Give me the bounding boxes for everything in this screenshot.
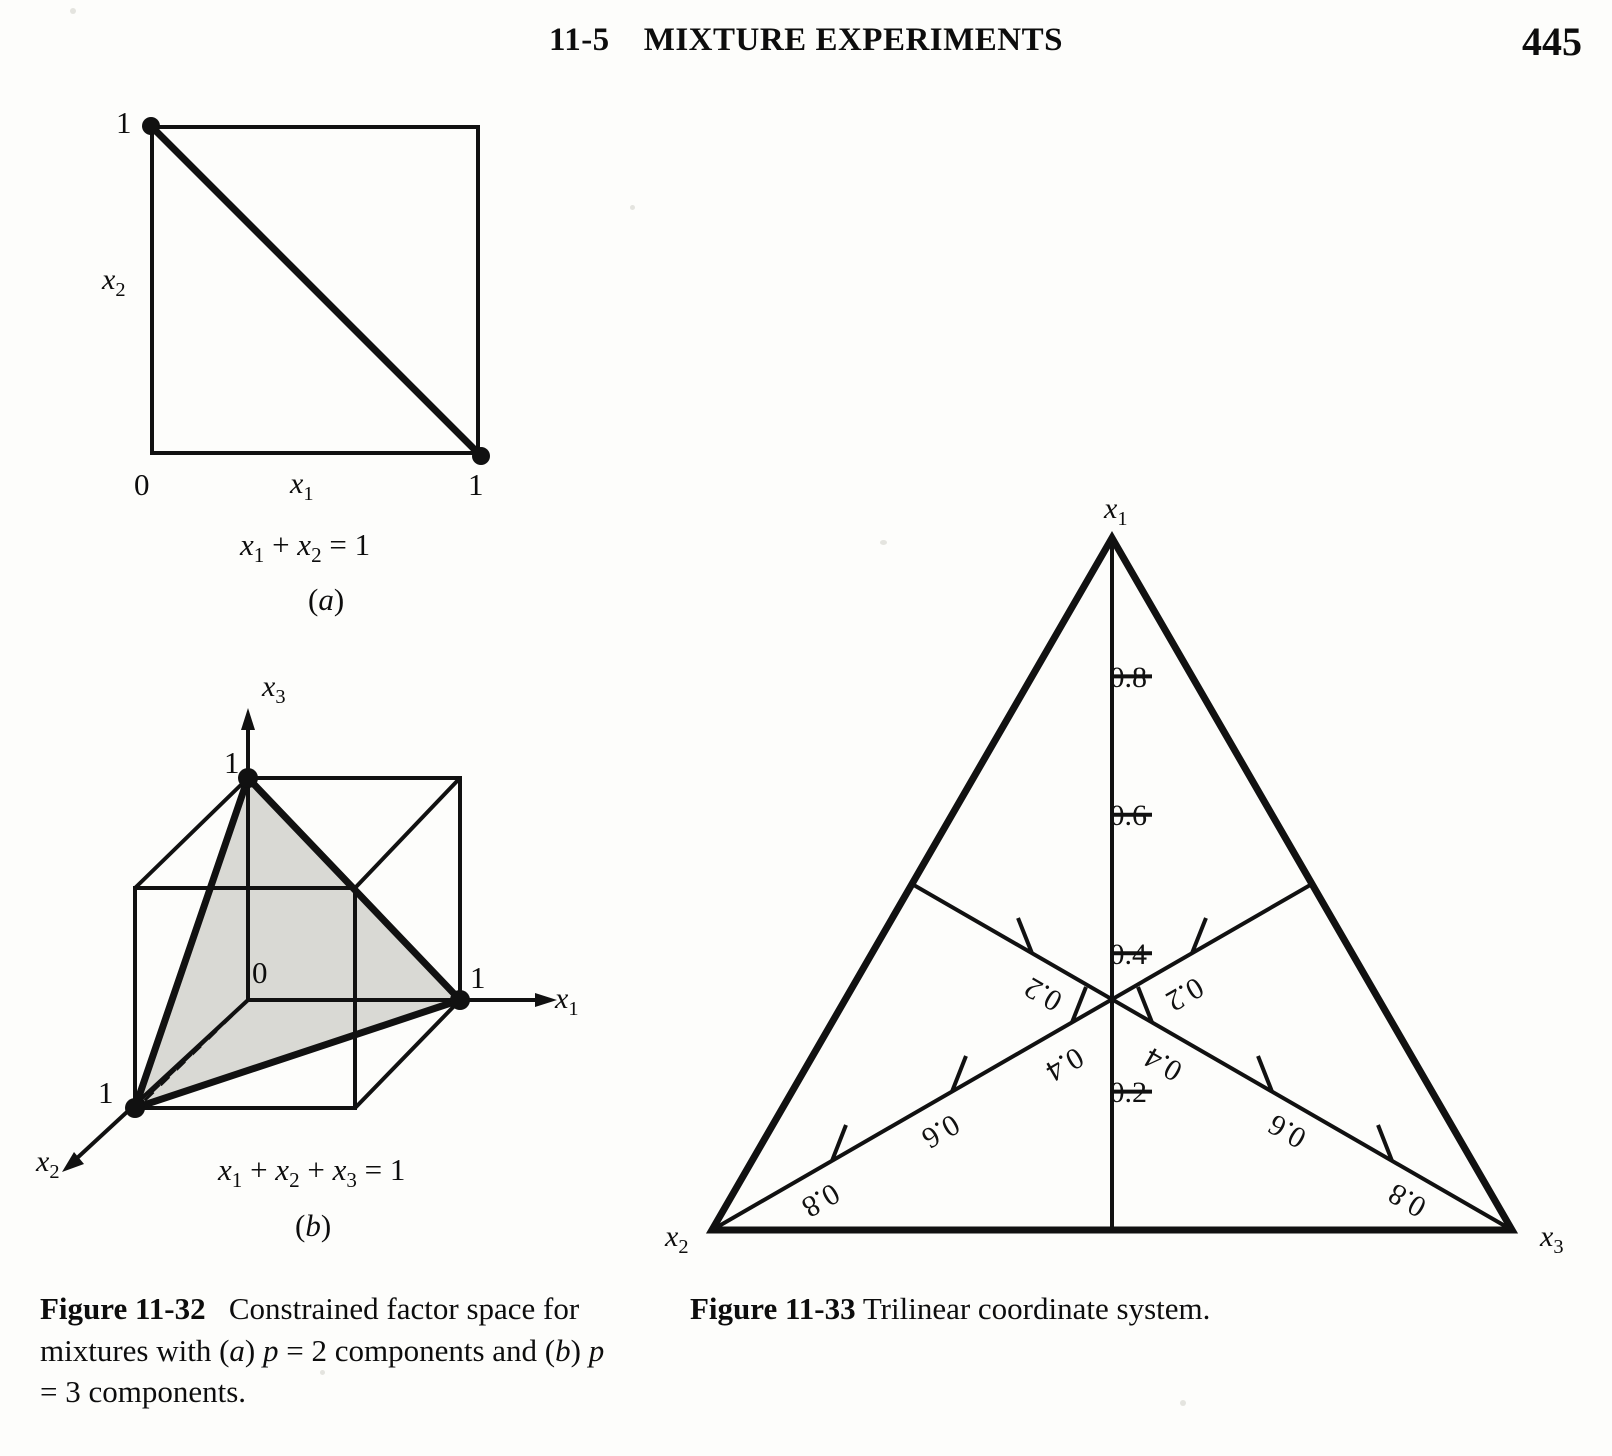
svg-text:0.2: 0.2 xyxy=(1109,1076,1147,1109)
figure-b-tick-right: 1 xyxy=(470,960,486,995)
figure-c-vertex-x3-label: $x_3$ xyxy=(1540,1220,1564,1258)
vertex-dot-bottom-right xyxy=(472,447,490,465)
running-head-section: 11-5 xyxy=(549,22,610,58)
page-number: 445 xyxy=(1522,19,1582,64)
figure-b-x3-axis-label: $x_3$ xyxy=(262,670,286,708)
figure-b-x2-axis-label: $x_2$ xyxy=(36,1145,60,1183)
paper-speck xyxy=(630,205,635,210)
running-head xyxy=(0,22,1612,59)
figure-a-part-label: (a) xyxy=(308,582,345,617)
svg-text:0.8: 0.8 xyxy=(1109,661,1147,694)
figure-11-33-caption-text: Trilinear coordinate system. xyxy=(862,1291,1211,1326)
figure-a-x-axis-label: $x_1$ xyxy=(290,467,314,505)
svg-text:0.4: 0.4 xyxy=(1040,1040,1090,1088)
paper-speck xyxy=(1180,1400,1186,1406)
svg-text:0.4: 0.4 xyxy=(1109,938,1147,971)
figure-11-33-caption xyxy=(690,1288,1330,1330)
running-head-title: MIXTURE EXPERIMENTS xyxy=(643,22,1063,58)
figure-a-unit-square xyxy=(100,95,620,615)
figure-a-y-axis-label: $x_2$ xyxy=(102,263,126,301)
figure-b-origin-label: 0 xyxy=(252,955,268,990)
svg-text:0.8: 0.8 xyxy=(796,1176,846,1224)
figure-c-vertex-x2-label: $x_2$ xyxy=(665,1220,689,1258)
figure-b-x1-axis-label: $x_1$ xyxy=(555,982,579,1020)
svg-text:0.8: 0.8 xyxy=(1382,1176,1432,1224)
paper-speck xyxy=(70,8,76,14)
figure-b-tick-top: 1 xyxy=(224,745,240,780)
figure-a-y-max-tick: 1 xyxy=(116,105,132,140)
paper-speck xyxy=(880,540,887,545)
svg-text:0.2: 0.2 xyxy=(1018,970,1068,1018)
figure-b-part-label: (b) xyxy=(295,1208,332,1243)
svg-text:0.2: 0.2 xyxy=(1160,970,1210,1018)
vertex-dot-top-left xyxy=(142,117,160,135)
ternary-triangle xyxy=(660,480,1590,1270)
svg-text:0.4: 0.4 xyxy=(1138,1040,1188,1088)
figure-11-33-caption-label: Figure 11-33 xyxy=(690,1291,856,1326)
figure-a-equation: $x_1 + x_2 = 1$ xyxy=(240,527,371,568)
figure-c-vertex-x1-label: $x_1$ xyxy=(1104,492,1128,530)
figure-a-x-max-tick: 1 xyxy=(468,467,484,502)
svg-text:0.6: 0.6 xyxy=(1109,799,1147,832)
svg-text:0.6: 0.6 xyxy=(1262,1107,1312,1155)
figure-a-origin-tick: 0 xyxy=(134,467,150,502)
figure-b-equation: $x_1 + x_2 + x_3 = 1$ xyxy=(218,1152,406,1193)
figure-11-32-caption-text: Constrained factor space for mixtures with (a) p = 2 components and (b) p = 3 components. xyxy=(40,1291,605,1410)
figure-11-33-ternary-diagram xyxy=(660,480,1590,1270)
svg-text:0.6: 0.6 xyxy=(916,1107,966,1155)
figure-b-tick-left: 1 xyxy=(98,1075,114,1110)
figure-11-32-caption xyxy=(40,1288,610,1413)
figure-b-unit-cube xyxy=(0,660,640,1260)
paper-speck xyxy=(320,1370,325,1375)
figure-11-32-caption-label: Figure 11-32 xyxy=(40,1291,206,1326)
simplex-line xyxy=(150,125,480,455)
